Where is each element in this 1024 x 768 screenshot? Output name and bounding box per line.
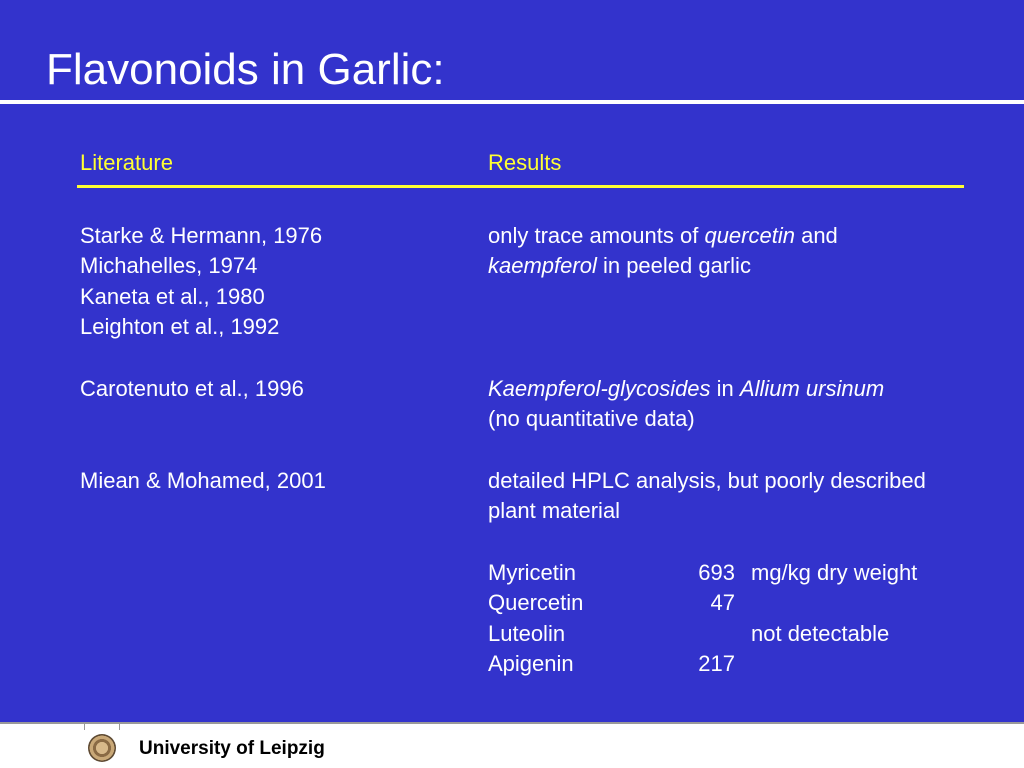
compound-unit: mg/kg dry weight	[751, 560, 918, 585]
result-text: only trace amounts of	[488, 223, 705, 248]
reference-leighton: Leighton et al., 1992	[80, 314, 280, 339]
result-italic-kaempferol: kaempferol	[488, 253, 597, 278]
footer-bar	[0, 722, 1024, 768]
reference-kaneta: Kaneta et al., 1980	[80, 284, 265, 309]
compound-unit: not detectable	[751, 621, 890, 646]
result-plant-material: plant material	[488, 498, 621, 523]
reference-michahelles: Michahelles, 1974	[80, 253, 258, 278]
result-text: in	[710, 376, 740, 401]
compound-name: Quercetin	[488, 590, 584, 615]
header-divider	[77, 185, 964, 188]
literature-header: Literature	[80, 150, 173, 175]
result-italic-glycosides: Kaempferol-glycosides	[488, 376, 711, 401]
result-italic-allium: Allium ursinum	[739, 376, 885, 401]
compound-value: 217	[698, 651, 735, 676]
university-name: University of Leipzig	[139, 738, 325, 759]
reference-miean-mohamed: Miean & Mohamed, 2001	[80, 468, 326, 493]
result-trace-amounts	[488, 221, 838, 251]
result-kaempferol-glycosides	[488, 374, 884, 404]
seal-frame	[84, 724, 120, 730]
compound-value: 693	[698, 560, 735, 585]
slide-title: Flavonoids in Garlic:	[46, 45, 445, 94]
compound-name: Myricetin	[488, 560, 577, 585]
result-hplc-analysis: detailed HPLC analysis, but poorly described	[488, 468, 926, 493]
results-header: Results	[488, 150, 562, 175]
result-text: in peeled garlic	[596, 253, 751, 278]
reference-carotenuto: Carotenuto et al., 1996	[80, 376, 304, 401]
result-no-quantitative: (no quantitative data)	[488, 406, 695, 431]
compound-value: 47	[710, 590, 735, 615]
compound-name: Apigenin	[488, 651, 574, 676]
reference-starke-hermann: Starke & Hermann, 1976	[80, 223, 323, 248]
result-kaempferol-peeled	[488, 251, 751, 281]
compound-name: Luteolin	[488, 621, 566, 646]
title-divider	[0, 100, 1024, 104]
result-text: and	[794, 223, 838, 248]
result-italic-quercetin: quercetin	[704, 223, 795, 248]
university-seal-icon	[88, 734, 116, 762]
